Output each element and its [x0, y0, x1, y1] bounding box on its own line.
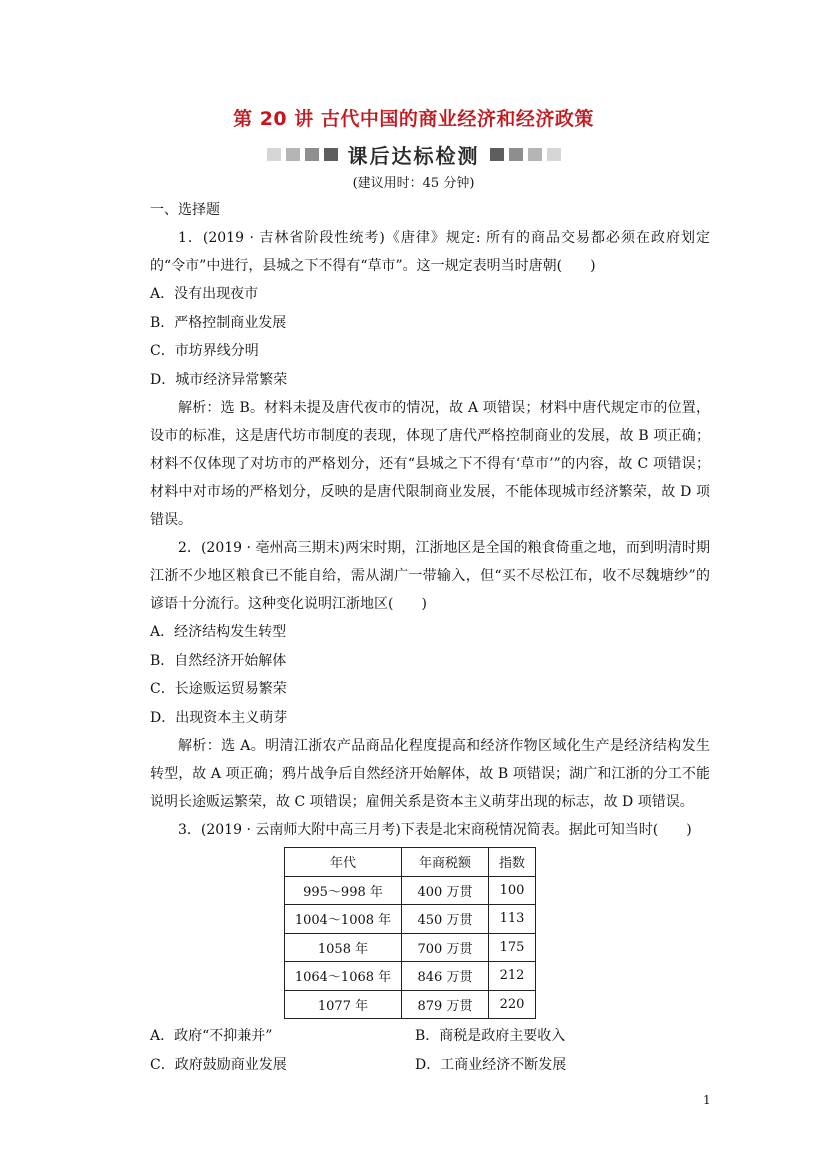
- q2-option-c: C．长途贩运贸易繁荣: [150, 681, 287, 697]
- banner-title: 课后达标检测: [347, 144, 480, 168]
- table-cell: 1058 年: [285, 933, 402, 962]
- table-cell: 1077 年: [285, 990, 402, 1019]
- page-number: 1: [703, 1093, 711, 1107]
- q2-option-a: A．经济结构发生转型: [150, 624, 287, 640]
- tax-table: [284, 847, 536, 1019]
- table-row: [285, 990, 536, 1019]
- table-cell: 879 万贯: [402, 990, 489, 1019]
- lesson-title: 第 20 讲 古代中国的商业经济和经济政策: [233, 108, 594, 130]
- q3-options-row-1: [150, 1022, 710, 1051]
- q3-options-row-2: [150, 1051, 710, 1080]
- q1-option-c: C．市坊界线分明: [150, 343, 259, 359]
- content-body: [150, 196, 710, 1079]
- q3-option-d: D．工商业经济不断发展: [415, 1056, 567, 1073]
- q3-option-b: B．商税是政府主要收入: [415, 1028, 566, 1044]
- table-cell: 700 万贯: [402, 933, 489, 962]
- q3-option-c: C．政府鼓励商业发展: [150, 1056, 287, 1073]
- table-header-cell: 年商税额: [402, 848, 489, 877]
- table-cell: 846 万贯: [402, 962, 489, 991]
- section-banner: [0, 140, 827, 169]
- table-header-cell: 指数: [489, 848, 536, 877]
- table-cell: 175: [489, 933, 536, 962]
- time-note: (建议用时：45 分钟): [352, 176, 475, 191]
- table-row: [285, 933, 536, 962]
- question-1-analysis: 解析：选 B。材料未提及唐代夜市的情况，故 A 项错误；材料中唐代规定市的位置，设市的标准，这是唐代坊市制度的表现，体现了唐代严格控制商业的发展，故 B 项正确；材料不仅体现了对坊市的严格划分，还有“县城之下不得有‘草市’”的内容，故 C 项错误；材料中对市场的严格划分，反映的是唐代限制商业发展，不能体现城市经济繁荣，故 D 项错误。: [150, 400, 710, 528]
- table-row: [285, 962, 536, 991]
- table-cell: 1004～1008 年: [285, 905, 402, 934]
- q1-option-a: A．没有出现夜市: [150, 286, 259, 302]
- question-3-stem: 3．(2019 · 云南师大附中高三月考)下表是北宋商税情况简表。据此可知当时( ): [178, 822, 692, 838]
- q1-option-b: B．严格控制商业发展: [150, 314, 287, 331]
- question-2-analysis: 解析：选 A。明清江浙农产品商品化程度提高和经济作物区域化生产是经济结构发生转型，故 A 项正确；鸦片战争后自然经济开始解体，故 B 项错误；湖广和江浙的分工不能说明长途贩运繁荣，故 C 项错误；雇佣关系是资本主义萌芽出现的标志，故 D 项错误。: [150, 738, 710, 810]
- table-cell: 995～998 年: [285, 876, 402, 905]
- q2-option-d: D．出现资本主义萌芽: [150, 709, 288, 726]
- table-cell: 100: [489, 876, 536, 905]
- q1-option-d: D．城市经济异常繁荣: [150, 371, 288, 388]
- q2-option-b: B．自然经济开始解体: [150, 652, 287, 669]
- question-2-stem: 2．(2019 · 亳州高三期末)两宋时期，江浙地区是全国的粮食倚重之地，而到明清时期江浙不少地区粮食已不能自给，需从湖广一带输入，但“买不尽松江布，收不尽魏塘纱”的谚语十分流行。这种变化说明江浙地区( ): [150, 540, 710, 612]
- table-cell: 1064～1068 年: [285, 962, 402, 991]
- table-header-cell: 年代: [285, 848, 402, 877]
- q3-option-a: A．政府“不抑兼并”: [150, 1028, 273, 1044]
- question-1-stem: 1．(2019 · 吉林省阶段性统考)《唐律》规定: 所有的商品交易都必须在政府划定的“令市”中进行，县城之下不得有“草市”。这一规定表明当时唐朝( ): [150, 230, 710, 274]
- table-row: [285, 876, 536, 905]
- banner-left-squares: [267, 148, 338, 161]
- table-cell: 450 万贯: [402, 905, 489, 934]
- banner-right-squares: [490, 148, 561, 161]
- table-cell: 113: [489, 905, 536, 934]
- table-header-row: [285, 848, 536, 877]
- table-cell: 212: [489, 962, 536, 991]
- table-row: [285, 905, 536, 934]
- table-cell: 400 万贯: [402, 876, 489, 905]
- table-cell: 220: [489, 990, 536, 1019]
- section-heading: 一、选择题: [150, 202, 220, 218]
